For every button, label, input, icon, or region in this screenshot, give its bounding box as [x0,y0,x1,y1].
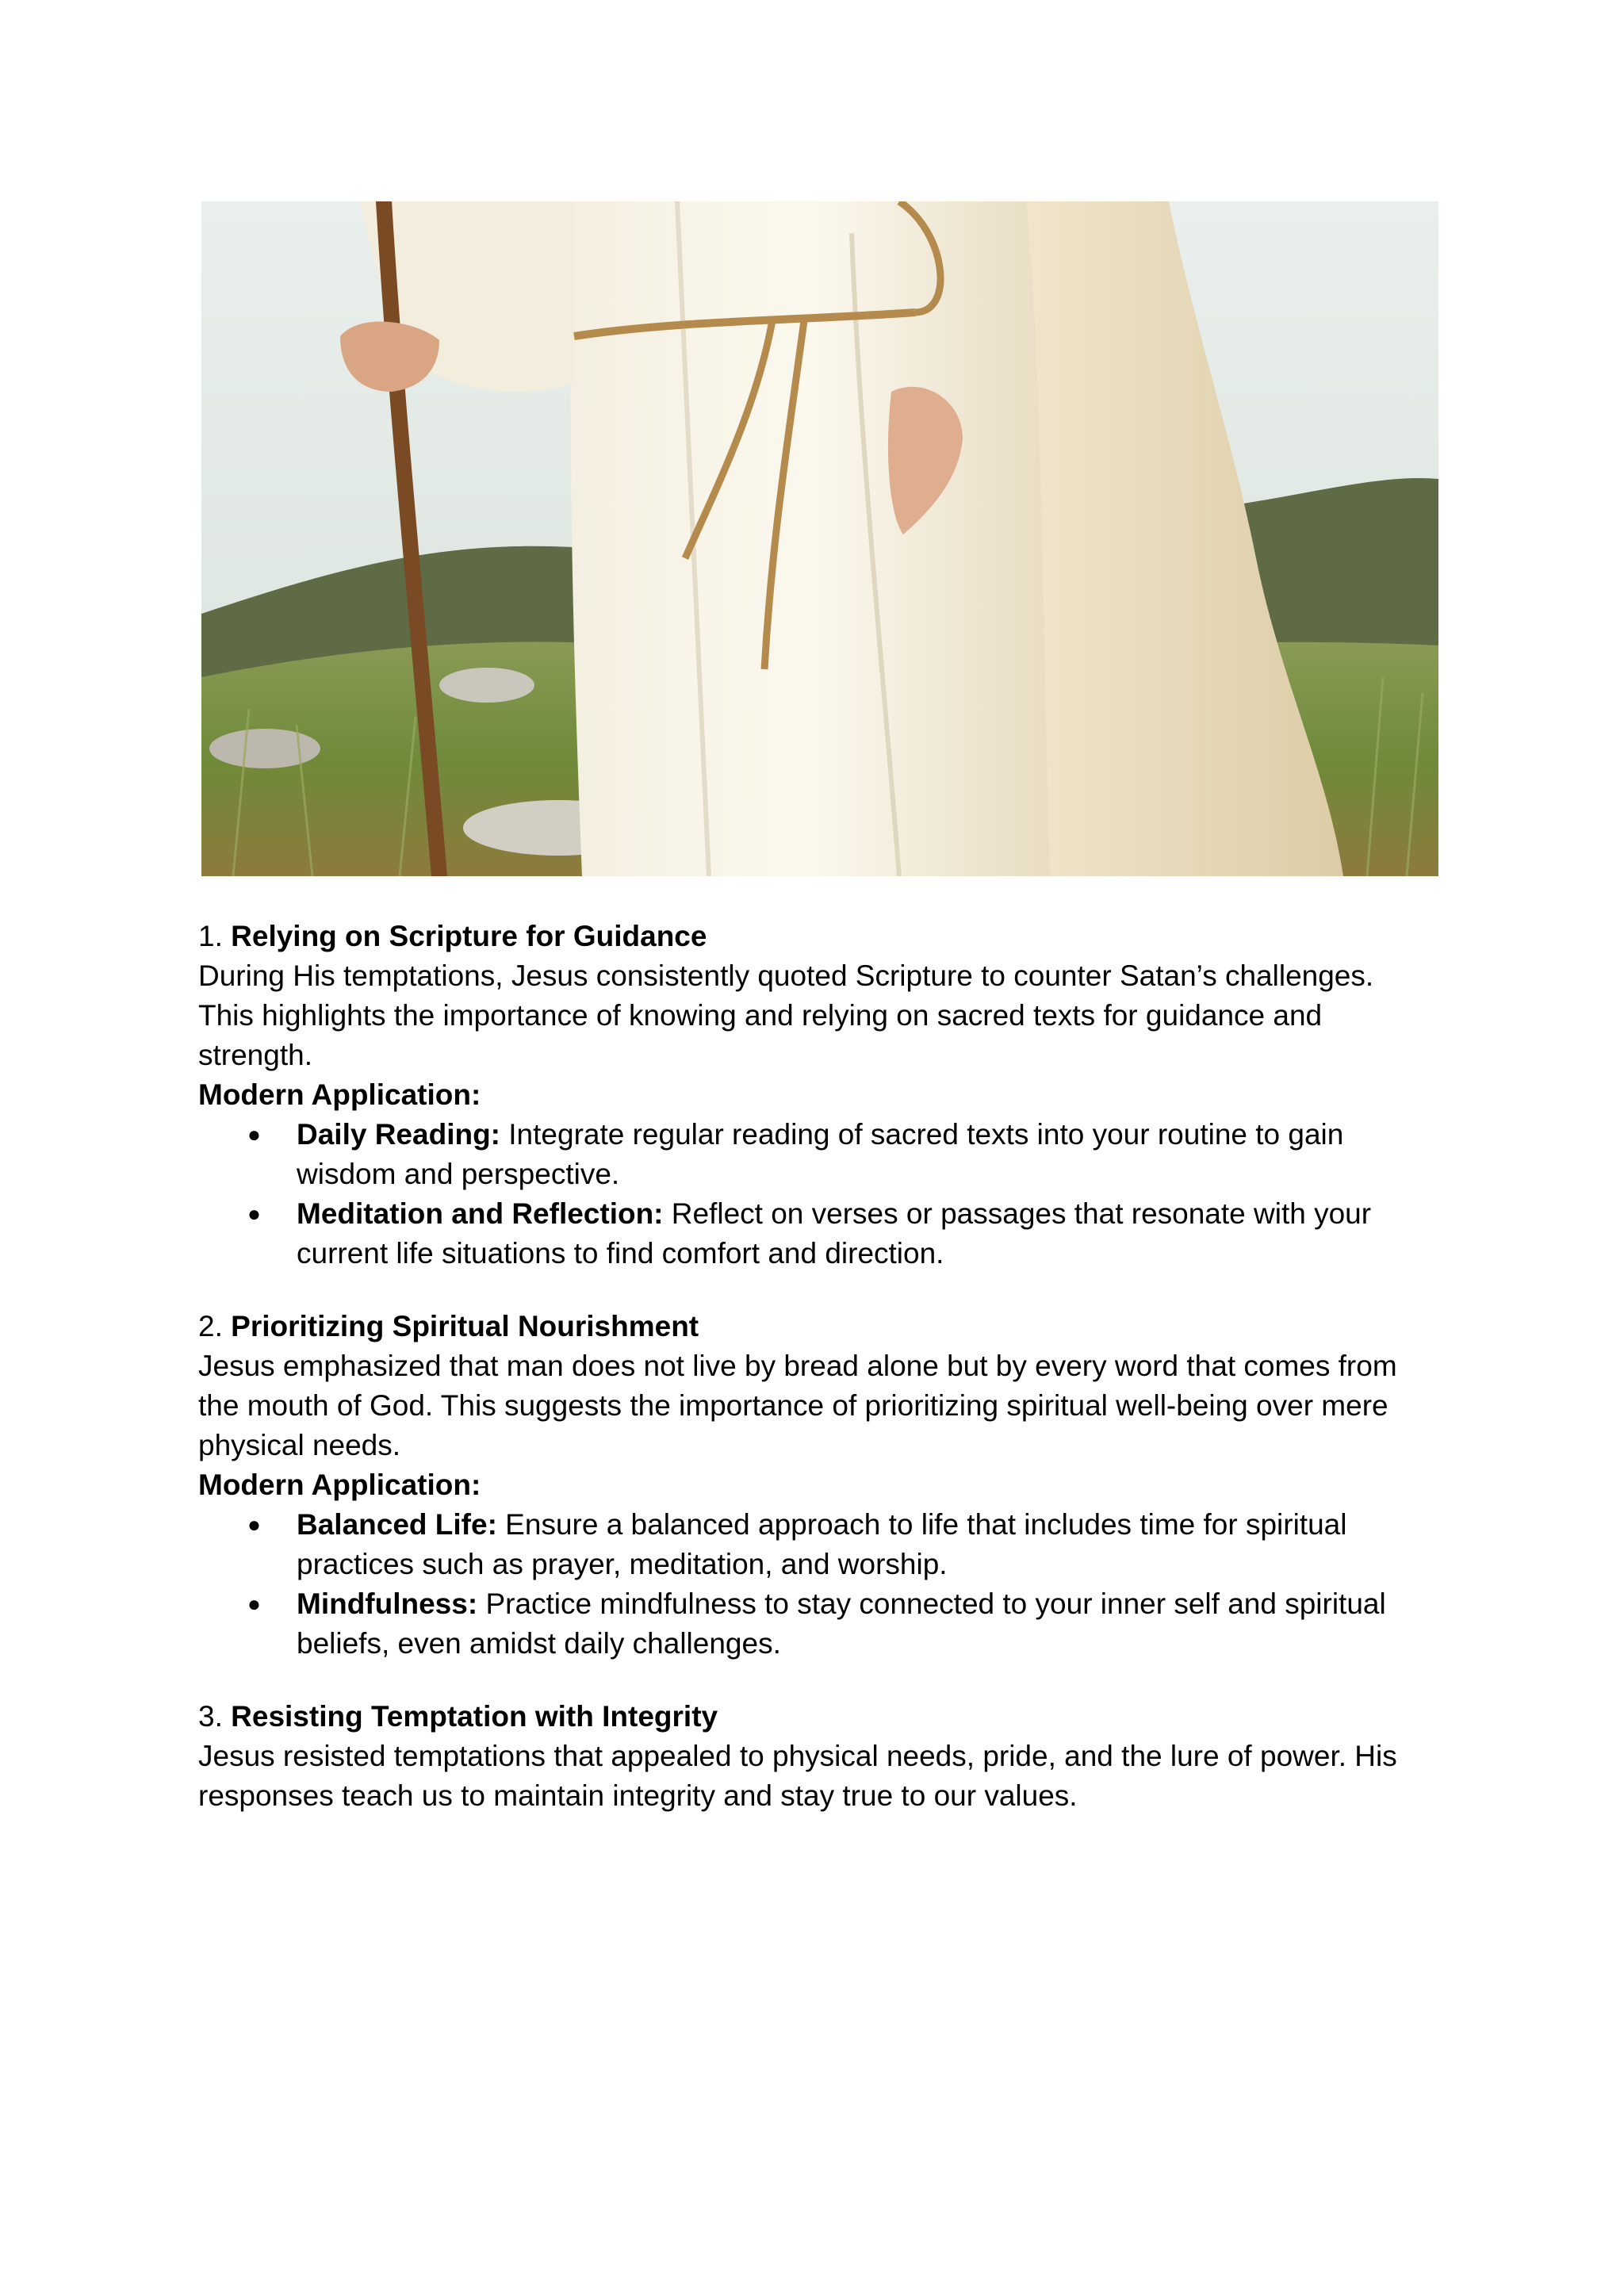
section-heading: 3. Resisting Temptation with Integrity [198,1700,718,1733]
list-item: ● Meditation and Reflection: Reflect on verses or passages that resonate with your current life situations to find comfort and direction. [198,1194,1435,1273]
bullet-icon: ● [247,1201,261,1226]
list-item: ● Daily Reading: Integrate regular reading of sacred texts into your routine to gain wisdom and perspective. [198,1115,1435,1194]
bullet-list [198,1505,1435,1664]
article-body [198,917,1435,1816]
section-paragraph: During His temptations, Jesus consistently quoted Scripture to counter Satan’s challenges. This highlights the importance of knowing and relying on sacred texts for guidance and strength. [198,959,1374,1071]
list-item: ● Mindfulness: Practice mindfulness to stay connected to your inner self and spiritual beliefs, even amidst daily challenges. [198,1584,1435,1664]
hero-image [201,201,1438,876]
list-item: ● Balanced Life: Ensure a balanced approach to life that includes time for spiritual practices such as prayer, meditation, and worship. [198,1505,1435,1584]
bullet-icon: ● [247,1591,261,1616]
bullet-list [198,1115,1435,1273]
section-paragraph: Jesus emphasized that man does not live by bread alone but by every word that comes from the mouth of God. This suggests the importance of prioritizing spiritual well-being over mere physical needs. [198,1350,1397,1461]
section-paragraph: Jesus resisted temptations that appealed to physical needs, pride, and the lure of power. His responses teach us to maintain integrity and stay true to our values. [198,1740,1397,1812]
section-heading: 2. Prioritizing Spiritual Nourishment [198,1310,699,1342]
robed-figure-illustration [201,201,1438,876]
section-heading: 1. Relying on Scripture for Guidance [198,920,707,952]
bullet-icon: ● [247,1122,261,1147]
modern-application-label: Modern Application: [198,1469,481,1501]
modern-application-label: Modern Application: [198,1078,481,1111]
bullet-icon: ● [247,1512,261,1537]
